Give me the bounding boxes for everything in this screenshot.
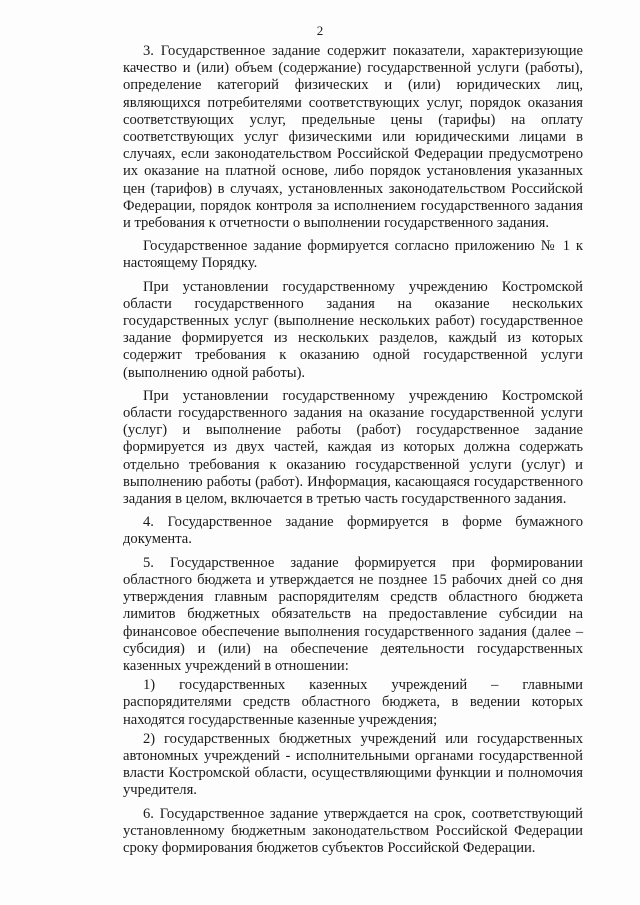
paragraph-item-3: 3. Государственное задание содержит показатели, характеризующие качество и (или) объем (содержание) государственной услуги (работы), определение категорий физических и (или) юридических лиц, являющихся потребителями соответствующих услуг, порядок оказания соответствующих услуг, предельные цены (тарифы) на оплату соответствующих услуг физическими или юридическими лицами в случаях, если законодательством Российской Федерации предусмотрено их оказание на платной основе, либо порядок установления указанных цен (тарифов) в случаях, установленных законодательством Российской Федерации, порядок контроля за исполнением государственного задания и требования к отчетности о выполнении государственного задания. <box>123 43 583 232</box>
paragraph-subitem-2: 2) государственных бюджетных учреждений или государственных автономных учреждений - исполнительными органами государственной власти Костромской области, осуществляющими функции и полномочия учредителя. <box>123 730 583 799</box>
paragraph-item-6: 6. Государственное задание утверждается на срок, соответствующий установленному бюджетным законодательством Российской Федерации сроку формирования бюджетов субъектов Российской Федерации. <box>123 805 583 856</box>
page-number: 2 <box>316 23 324 38</box>
paragraph-item-5: 5. Государственное задание формируется при формировании областного бюджета и утверждается не позднее 15 рабочих дней со дня утверждения главным распорядителям средств областного бюджета лимитов бюджетных обязательств на предоставление субсидии на финансовое обеспечение выполнения государственного задания (далее – субсидия) и (или) на обеспечение деятельности государственных казенных учреждений в отношении: <box>123 554 583 674</box>
paragraph-appendix-reference: Государственное задание формируется согласно приложению № 1 к настоящему Порядку. <box>123 238 583 272</box>
paragraph-subitem-1: 1) государственных казенных учреждений – главными распорядителями средств областного бюджета, в ведении которых находятся государственные казенные учреждения; <box>123 677 583 728</box>
paragraph-item-4: 4. Государственное задание формируется в форме бумажного документа. <box>123 514 583 548</box>
paragraph-services-and-works: При установлении государственному учреждению Костромской области государственного задания на оказание государственной услуги (услуг) и выполнение работы (работ) государственное задание формируется из двух частей, каждая из которых должна содержать отдельно требования к оказанию государственной услуги (услуг) и выполнению работы (работ). Информация, касающаяся государственного задания в целом, включается в третью часть государственного задания. <box>123 387 583 508</box>
paragraph-several-services: При установлении государственному учреждению Костромской области государственного задания на оказание нескольких государственных услуг (выполнение нескольких работ) государственное задание формируется из нескольких разделов, каждый из которых содержит требования к оказанию одной государственной услуги (выполнению одной работы). <box>123 278 583 381</box>
document-body <box>123 43 583 863</box>
